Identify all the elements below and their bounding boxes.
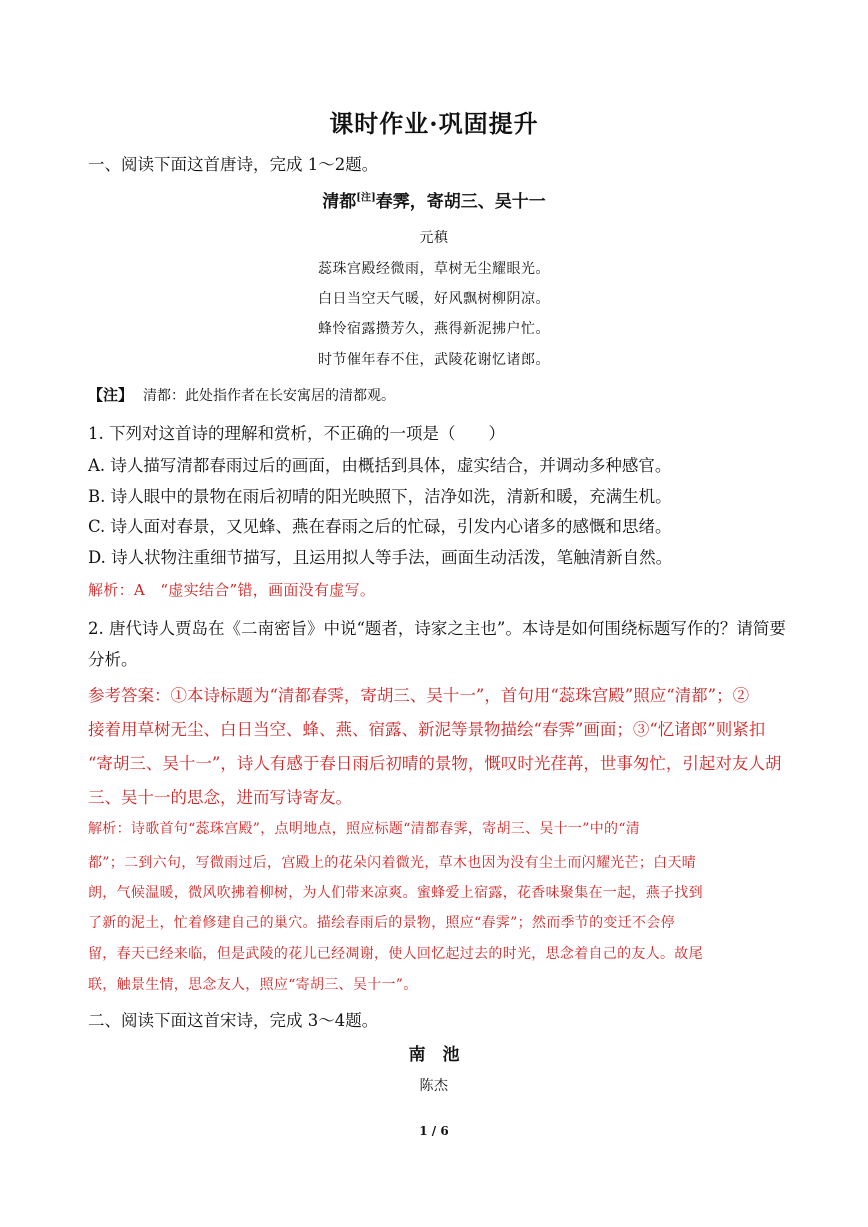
question-2-analysis-line: 解析：诗歌首句“蕊珠宫殿”，点明地点，照应标题“清都春霁，寄胡三、吴十一”中的“清 [88,821,641,837]
question-1-option-b: B. 诗人眼中的景物在雨后初晴的阳光映照下，洁净如洗，清新和暖，充满生机。 [88,487,672,506]
question-2-answer-line: 三、吴十一的思念，进而写诗寄友。 [88,788,352,807]
poem-1-line: 时节催年春不住，武陵花谢忆诸郎。 [318,352,550,368]
question-2-analysis-line: 留，春天已经来临，但是武陵的花儿已经凋谢，使人回忆起过去的时光，思念着自己的友人。故尾 [88,946,703,962]
poem-1-title [0,187,868,212]
note-text: 清都：此处指作者在长安寓居的清都观。 [143,388,396,404]
page-number: 1 / 6 [419,1124,449,1138]
question-2-analysis-line: 朗，气候温暖，微风吹拂着柳树，为人们带来凉爽。蜜蜂爱上宿露，花香味聚集在一起，燕子找到 [88,885,703,901]
section-1-heading: 一、阅读下面这首唐诗，完成 1～2题。 [88,155,379,174]
poem-1-line: 蕊珠宫殿经微雨，草树无尘耀眼光。 [318,261,550,277]
question-2-stem-line: 2. 唐代诗人贾岛在《二南密旨》中说“题者，诗家之主也”。本诗是如何围绕标题写作的？请简要 [88,619,786,638]
poem-1-line: 白日当空天气暖，好风飘树柳阴凉。 [318,291,550,307]
poem-1-title-part1: 清都 [322,192,357,212]
poem-1-title-part2: 春霁，寄胡三、吴十一 [375,192,546,212]
section-2-heading: 二、阅读下面这首宋诗，完成 3～4题。 [88,1011,379,1030]
question-2-answer-line: 接着用草树无尘、白日当空、蜂、燕、宿露、新泥等景物描绘“春霁”画面；③“忆诸郎”则紧扣 [88,720,766,739]
question-2-analysis-line: 联，触景生情，思念友人，照应“寄胡三、吴十一”。 [88,977,418,993]
question-1-stem: 1. 下列对这首诗的理解和赏析，不正确的一项是（ ） [88,424,505,443]
question-1-option-c: C. 诗人面对春景，又见蜂、燕在春雨之后的忙碌，引发内心诸多的感慨和思绪。 [88,517,672,536]
question-1-option-a: A. 诗人描写清都春雨过后的画面，由概括到具体，虚实结合，并调动多种感官。 [88,456,672,475]
note-label: 【注】 [88,386,134,404]
poem-1-note [88,384,395,405]
poem-1-note-marker: [注] [356,192,376,204]
question-2-stem-line: 分析。 [88,650,138,669]
poem-1-author: 元稹 [419,230,449,246]
poem-2-author: 陈杰 [419,1078,449,1094]
poem-2-title: 南 池 [408,1045,460,1065]
page-title: 课时作业·巩固提升 [329,109,539,138]
question-2-analysis-line: 了新的泥土，忙着修建自己的巢穴。描绘春雨后的景物，照应“春霁”；然而季节的变迁不会停 [88,915,675,931]
question-2-analysis-line: 都”；二到六句，写微雨过后，宫殿上的花朵闪着微光，草木也因为没有尘土而闪耀光芒；白天晴 [88,855,697,871]
question-1-option-d: D. 诗人状物注重细节描写，且运用拟人等手法，画面生动活泼，笔触清新自然。 [88,548,673,567]
poem-1-line: 蜂怜宿露攒芳久，燕得新泥拂户忙。 [318,321,550,337]
question-2-answer-line: 参考答案：①本诗标题为“清都春霁，寄胡三、吴十一”，首句用“蕊珠宫殿”照应“清都”；② [88,686,750,705]
question-2-answer-line: “寄胡三、吴十一”，诗人有感于春日雨后初晴的景物，慨叹时光荏苒，世事匆忙，引起对友人胡 [88,754,782,773]
question-1-analysis: 解析：A “虚实结合”错，画面没有虚写。 [88,581,376,599]
